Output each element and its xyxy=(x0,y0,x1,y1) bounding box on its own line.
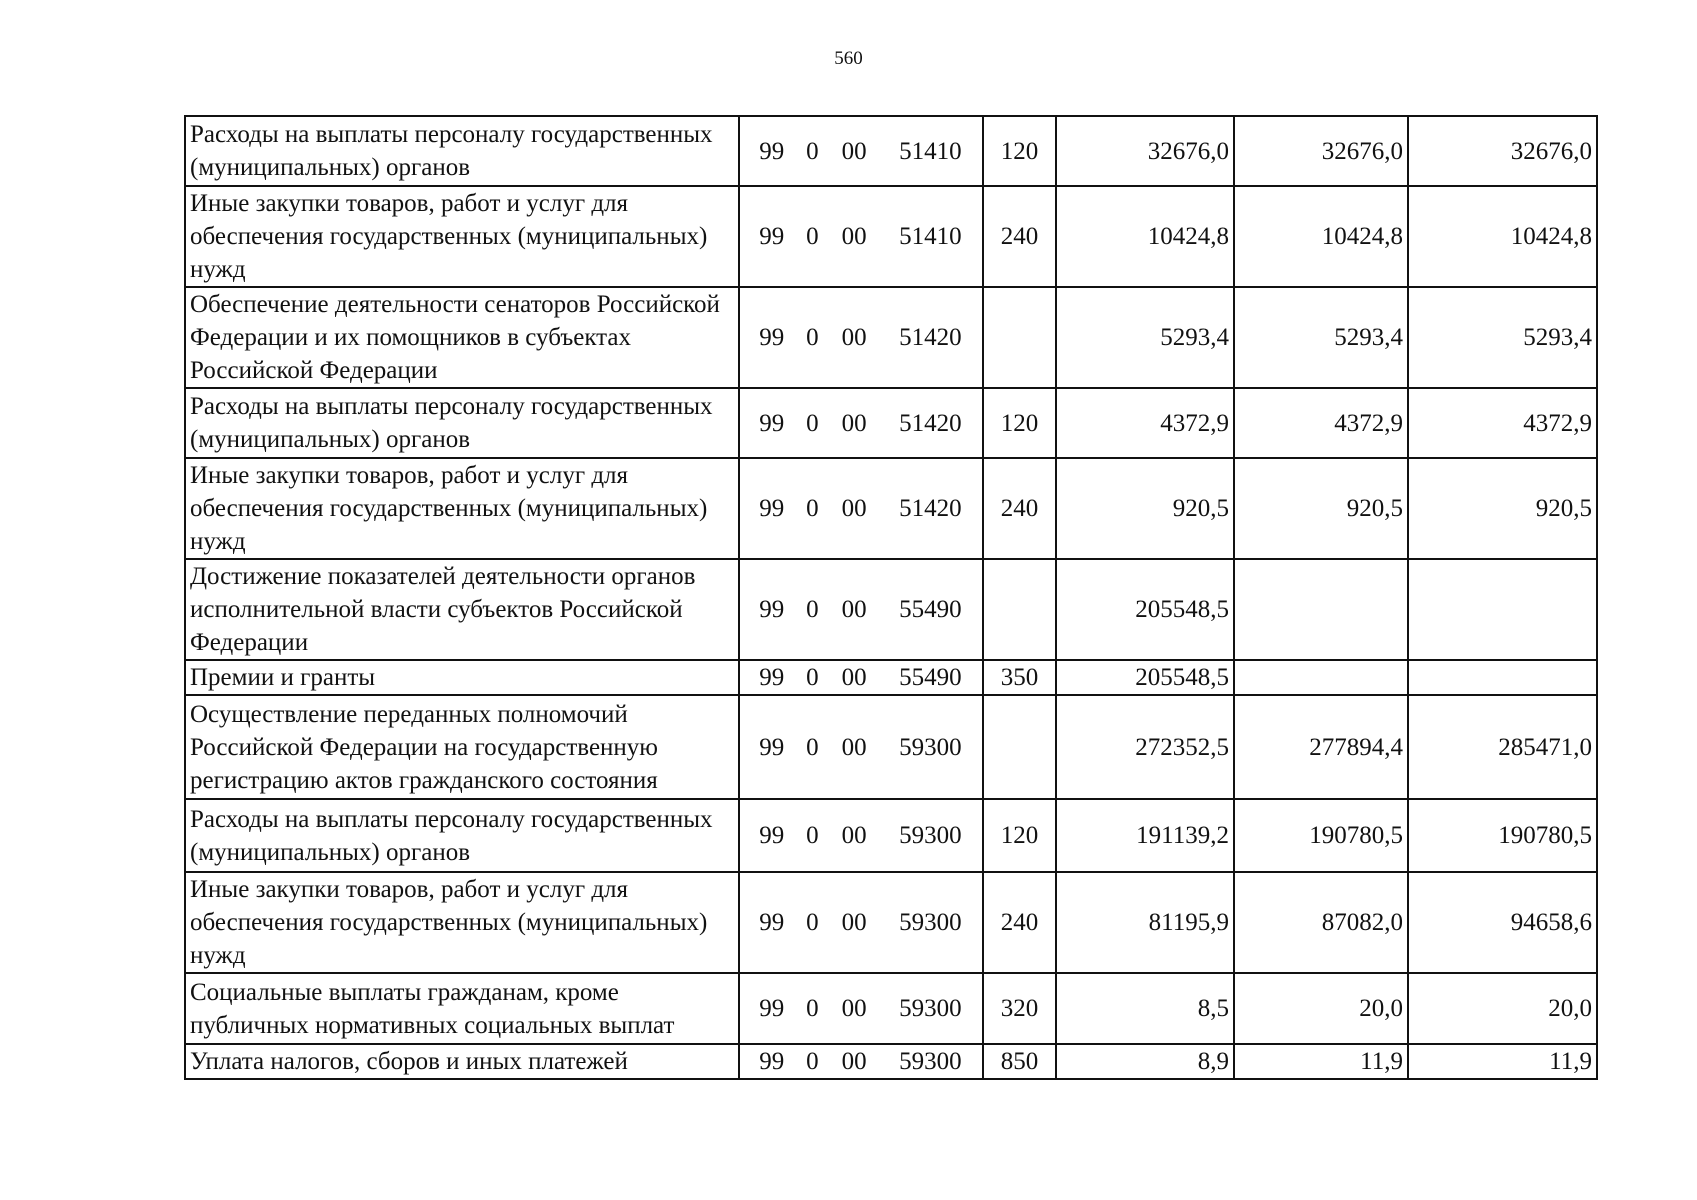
code-main-activity: 00 xyxy=(841,596,867,623)
target-article-code xyxy=(739,186,983,287)
target-article-code xyxy=(739,1044,983,1079)
expense-type-code: 240 xyxy=(983,458,1056,559)
code-subprogram: 0 xyxy=(806,137,819,165)
code-main-activity: 00 xyxy=(841,495,867,522)
amount-year-3: 190780,5 xyxy=(1408,799,1597,872)
target-article-code xyxy=(739,799,983,872)
code-program: 99 xyxy=(759,409,785,437)
expense-type-code: 240 xyxy=(983,186,1056,287)
code-program: 99 xyxy=(759,909,785,936)
table-row xyxy=(185,660,1597,695)
target-article-code xyxy=(739,695,983,799)
amount-year-2 xyxy=(1234,660,1408,695)
target-article-code xyxy=(739,559,983,660)
code-direction: 59300 xyxy=(899,995,962,1022)
row-name: Премии и гранты xyxy=(185,660,739,695)
amount-year-2: 87082,0 xyxy=(1234,872,1408,973)
expense-type-code: 120 xyxy=(983,388,1056,458)
amount-year-1: 81195,9 xyxy=(1056,872,1234,973)
code-direction: 51420 xyxy=(899,495,962,522)
amount-year-2: 190780,5 xyxy=(1234,799,1408,872)
code-program: 99 xyxy=(759,822,785,849)
amount-year-2: 11,9 xyxy=(1234,1044,1408,1079)
amount-year-1: 205548,5 xyxy=(1056,559,1234,660)
code-program: 99 xyxy=(759,596,785,623)
row-name: Уплата налогов, сборов и иных платежей xyxy=(185,1044,739,1079)
code-direction: 59300 xyxy=(899,1048,962,1075)
budget-table xyxy=(184,115,1598,1080)
code-main-activity: 00 xyxy=(841,223,867,250)
code-program: 99 xyxy=(759,137,785,165)
table-row xyxy=(185,287,1597,388)
expense-type-code: 240 xyxy=(983,872,1056,973)
code-direction: 51420 xyxy=(899,324,962,351)
expense-type-code xyxy=(983,287,1056,388)
code-direction: 51420 xyxy=(899,409,962,437)
row-name: Иные закупки товаров, работ и услуг для обеспечения государственных (муниципальных) нужд xyxy=(185,872,739,973)
amount-year-1: 4372,9 xyxy=(1056,388,1234,458)
code-program: 99 xyxy=(759,324,785,351)
code-program: 99 xyxy=(759,1048,785,1075)
expense-type-code: 320 xyxy=(983,973,1056,1044)
table-row xyxy=(185,186,1597,287)
target-article-code xyxy=(739,872,983,973)
amount-year-2: 10424,8 xyxy=(1234,186,1408,287)
amount-year-3: 32676,0 xyxy=(1408,116,1597,186)
amount-year-2: 920,5 xyxy=(1234,458,1408,559)
amount-year-2: 277894,4 xyxy=(1234,695,1408,799)
table-row xyxy=(185,559,1597,660)
amount-year-1: 8,5 xyxy=(1056,973,1234,1044)
code-main-activity: 00 xyxy=(841,909,867,936)
row-name: Иные закупки товаров, работ и услуг для обеспечения государственных (муниципальных) нужд xyxy=(185,458,739,559)
code-subprogram: 0 xyxy=(806,324,819,351)
amount-year-3: 11,9 xyxy=(1408,1044,1597,1079)
target-article-code xyxy=(739,973,983,1044)
row-name: Расходы на выплаты персоналу государственных (муниципальных) органов xyxy=(185,116,739,186)
code-subprogram: 0 xyxy=(806,1048,819,1075)
code-direction: 59300 xyxy=(899,822,962,849)
amount-year-2 xyxy=(1234,559,1408,660)
table-row xyxy=(185,695,1597,799)
amount-year-1: 191139,2 xyxy=(1056,799,1234,872)
table-row xyxy=(185,973,1597,1044)
code-program: 99 xyxy=(759,223,785,250)
amount-year-1: 920,5 xyxy=(1056,458,1234,559)
amount-year-3: 10424,8 xyxy=(1408,186,1597,287)
row-name: Расходы на выплаты персоналу государственных (муниципальных) органов xyxy=(185,799,739,872)
code-main-activity: 00 xyxy=(841,137,867,165)
code-program: 99 xyxy=(759,664,785,691)
code-subprogram: 0 xyxy=(806,822,819,849)
amount-year-2: 32676,0 xyxy=(1234,116,1408,186)
code-subprogram: 0 xyxy=(806,909,819,936)
amount-year-3: 920,5 xyxy=(1408,458,1597,559)
table-row xyxy=(185,458,1597,559)
code-subprogram: 0 xyxy=(806,495,819,522)
code-program: 99 xyxy=(759,995,785,1022)
code-main-activity: 00 xyxy=(841,822,867,849)
code-main-activity: 00 xyxy=(841,995,867,1022)
table-row xyxy=(185,1044,1597,1079)
amount-year-1: 8,9 xyxy=(1056,1044,1234,1079)
amount-year-3: 94658,6 xyxy=(1408,872,1597,973)
code-main-activity: 00 xyxy=(841,733,867,761)
code-main-activity: 00 xyxy=(841,1048,867,1075)
page-number: 560 xyxy=(834,48,863,69)
expense-type-code: 850 xyxy=(983,1044,1056,1079)
target-article-code xyxy=(739,287,983,388)
amount-year-3: 20,0 xyxy=(1408,973,1597,1044)
row-name: Обеспечение деятельности сенаторов Российской Федерации и их помощников в субъектах Российской Федерации xyxy=(185,287,739,388)
table-row xyxy=(185,116,1597,186)
expense-type-code xyxy=(983,695,1056,799)
code-subprogram: 0 xyxy=(806,733,819,761)
amount-year-3: 285471,0 xyxy=(1408,695,1597,799)
table-row xyxy=(185,799,1597,872)
code-direction: 55490 xyxy=(899,596,962,623)
row-name: Осуществление переданных полномочий Российской Федерации на государственную регистрацию актов гражданского состояния xyxy=(185,695,739,799)
amount-year-1: 205548,5 xyxy=(1056,660,1234,695)
amount-year-3: 5293,4 xyxy=(1408,287,1597,388)
row-name: Иные закупки товаров, работ и услуг для обеспечения государственных (муниципальных) нужд xyxy=(185,186,739,287)
target-article-code xyxy=(739,116,983,186)
code-direction: 59300 xyxy=(899,909,962,936)
table-row xyxy=(185,388,1597,458)
amount-year-1: 5293,4 xyxy=(1056,287,1234,388)
expense-type-code: 120 xyxy=(983,116,1056,186)
code-subprogram: 0 xyxy=(806,995,819,1022)
amount-year-1: 32676,0 xyxy=(1056,116,1234,186)
amount-year-2: 5293,4 xyxy=(1234,287,1408,388)
amount-year-1: 272352,5 xyxy=(1056,695,1234,799)
code-main-activity: 00 xyxy=(841,324,867,351)
row-name: Расходы на выплаты персоналу государственных (муниципальных) органов xyxy=(185,388,739,458)
amount-year-1: 10424,8 xyxy=(1056,186,1234,287)
code-main-activity: 00 xyxy=(841,664,867,691)
code-direction: 51410 xyxy=(899,137,962,165)
code-subprogram: 0 xyxy=(806,596,819,623)
amount-year-2: 20,0 xyxy=(1234,973,1408,1044)
amount-year-3 xyxy=(1408,660,1597,695)
code-subprogram: 0 xyxy=(806,664,819,691)
expense-type-code xyxy=(983,559,1056,660)
amount-year-2: 4372,9 xyxy=(1234,388,1408,458)
expense-type-code: 120 xyxy=(983,799,1056,872)
amount-year-3 xyxy=(1408,559,1597,660)
expense-type-code: 350 xyxy=(983,660,1056,695)
amount-year-3: 4372,9 xyxy=(1408,388,1597,458)
code-subprogram: 0 xyxy=(806,409,819,437)
code-direction: 59300 xyxy=(899,733,962,761)
code-program: 99 xyxy=(759,495,785,522)
target-article-code xyxy=(739,388,983,458)
target-article-code xyxy=(739,660,983,695)
code-main-activity: 00 xyxy=(841,409,867,437)
target-article-code xyxy=(739,458,983,559)
code-program: 99 xyxy=(759,733,785,761)
code-subprogram: 0 xyxy=(806,223,819,250)
row-name: Достижение показателей деятельности органов исполнительной власти субъектов Российской Федерации xyxy=(185,559,739,660)
row-name: Социальные выплаты гражданам, кроме публичных нормативных социальных выплат xyxy=(185,973,739,1044)
code-direction: 51410 xyxy=(899,223,962,250)
table-row xyxy=(185,872,1597,973)
code-direction: 55490 xyxy=(899,664,962,691)
